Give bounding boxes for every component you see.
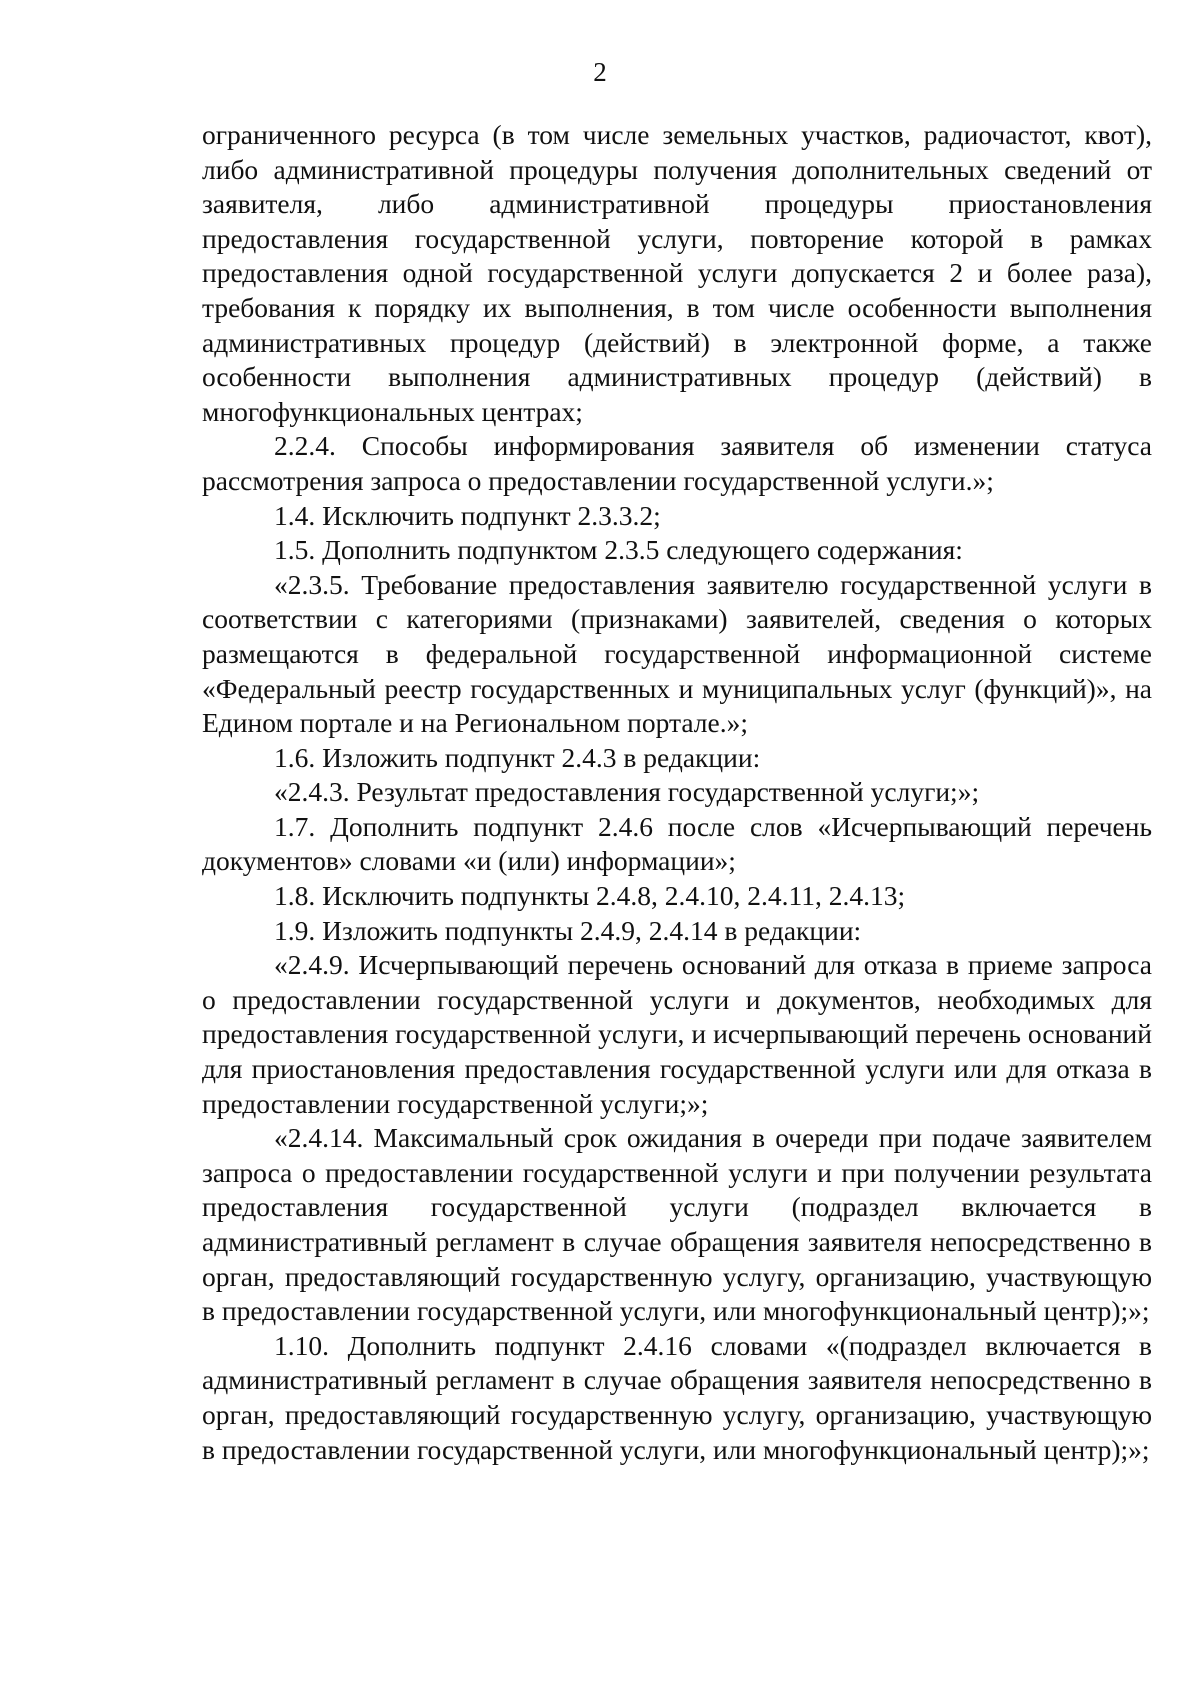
paragraph-2-3-5: «2.3.5. Требование предоставления заявителю государственной услуги в соответствии с категориями (признаками) заявителей, сведения о которых размещаются в федеральной государственной информационной системе «Федеральный реестр государственных и муниципальных услуг (функций)», на Едином портале и на Региональном портале.»;	[202, 568, 1152, 739]
paragraph-1-4: 1.4. Исключить подпункт 2.3.3.2;	[274, 499, 661, 531]
paragraph-1-8: 1.8. Исключить подпункты 2.4.8, 2.4.10, 2.4.11, 2.4.13;	[274, 880, 906, 912]
paragraph-1-6: 1.6. Изложить подпункт 2.4.3 в редакции:	[274, 741, 761, 773]
paragraph-1-5: 1.5. Дополнить подпунктом 2.3.5 следующего содержания:	[274, 534, 963, 566]
paragraph-1-9: 1.9. Изложить подпункты 2.4.9, 2.4.14 в редакции:	[274, 914, 862, 946]
paragraph-1-7: 1.7. Дополнить подпункт 2.4.6 после слов «Исчерпывающий перечень документов» словами «и (или) информации»;	[202, 810, 1152, 877]
document-body	[202, 118, 1152, 1467]
paragraph-continuation: ограниченного ресурса (в том числе земельных участков, радиочастот, квот), либо административной процедуры получения дополнительных сведений от заявителя, либо административной процедуры приостановления предоставления государственной услуги, повторение которой в рамках предоставления одной государственной услуги допускается 2 и более раза), требования к порядку их выполнения, в том числе особенности выполнения административных процедур (действий) в электронной форме, а также особенности выполнения административных процедур (действий) в многофункциональных центрах;	[202, 119, 1152, 427]
paragraph-2-4-9: «2.4.9. Исчерпывающий перечень оснований для отказа в приеме запроса о предоставлении государственной услуги и документов, необходимых для предоставления государственной услуги, и исчерпывающий перечень оснований для приостановления предоставления государственной услуги или для отказа в предоставлении государственной услуги;»;	[202, 949, 1152, 1119]
paragraph-2-4-14: «2.4.14. Максимальный срок ожидания в очереди при подаче заявителем запроса о предоставлении государственной услуги и при получении результата предоставления государственной услуги (подраздел включается в административный регламент в случае обращения заявителя непосредственно в орган, предоставляющий государственную услугу, организацию, участвующую в предоставлении государственной услуги, или многофункциональный центр);»;	[202, 1122, 1152, 1327]
paragraph-1-10: 1.10. Дополнить подпункт 2.4.16 словами «(подраздел включается в административный регламент в случае обращения заявителя непосредственно в орган, предоставляющий государственную услугу, организацию, участвующую в предоставлении государственной услуги, или многофункциональный центр);»;	[202, 1329, 1152, 1465]
page-number: 2	[593, 57, 607, 87]
paragraph-2-4-3: «2.4.3. Результат предоставления государственной услуги;»;	[274, 776, 980, 808]
paragraph-2-2-4: 2.2.4. Способы информирования заявителя об изменении статуса рассмотрения запроса о предоставлении государственной услуги.»;	[202, 430, 1152, 496]
